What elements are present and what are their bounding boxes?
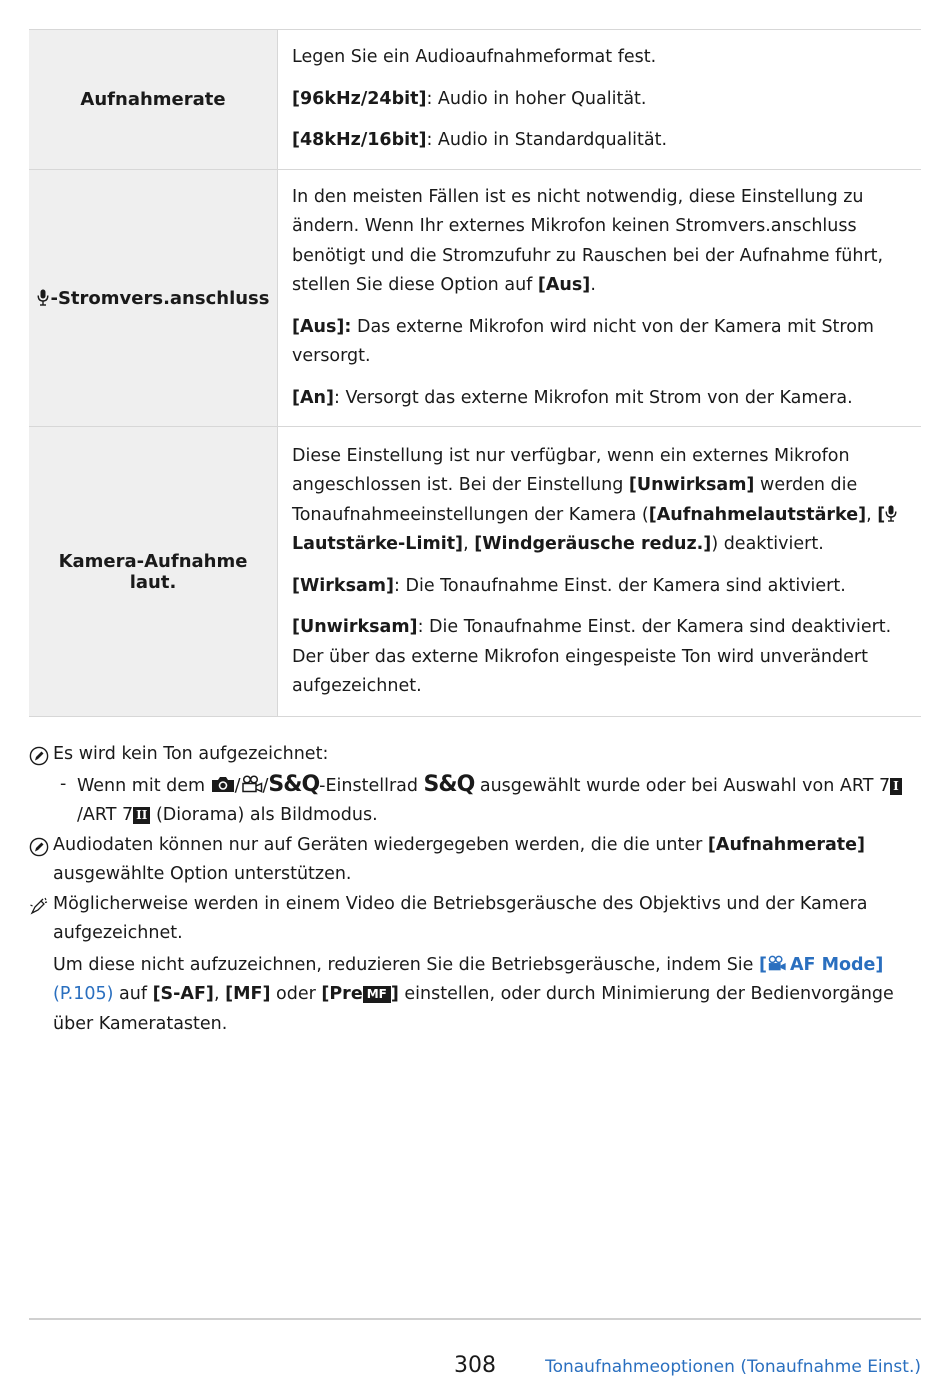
settings-table bbox=[29, 29, 921, 717]
af-mode-link[interactable]: [ AF Mode] bbox=[759, 954, 884, 975]
description-option bbox=[292, 313, 921, 372]
option-text: : Audio in hoher Qualität. bbox=[426, 88, 647, 109]
description-option bbox=[292, 613, 921, 702]
description-option bbox=[292, 572, 921, 602]
row-label-text: Aufnahmerate bbox=[80, 89, 226, 110]
description-option bbox=[292, 384, 921, 414]
note-item bbox=[29, 740, 921, 831]
option-key: [Unwirksam] bbox=[292, 617, 418, 637]
option-key: [48kHz/16bit] bbox=[292, 130, 427, 151]
row-description bbox=[278, 30, 922, 170]
note-subitem bbox=[29, 770, 921, 831]
option-text: : Die Tonaufnahme Einst. der Kamera sind aktiviert. bbox=[394, 575, 846, 596]
note-text: Audiodaten können nur auf Geräten wiedergegeben werden, die die unter [Aufnahmerate] ausgewählte Option unterstützen. bbox=[53, 834, 866, 884]
option-text: : Versorgt das externe Mikrofon mit Strom von der Kamera. bbox=[334, 387, 853, 408]
note-pencil-icon bbox=[29, 837, 49, 857]
movie-camera-icon bbox=[241, 775, 263, 793]
option-text: : Die Tonaufnahme Einst. der Kamera sind deaktiviert. Der über das externe Mikrofon eingespeiste Ton wird unverändert aufgezeichnet. bbox=[292, 617, 892, 696]
art-badge: II bbox=[133, 807, 150, 824]
table-row bbox=[29, 427, 921, 717]
footer-divider bbox=[29, 1318, 921, 1320]
option-text: : Audio in Standardqualität. bbox=[426, 130, 668, 151]
table-row bbox=[29, 30, 921, 170]
row-description bbox=[278, 170, 922, 427]
art-badge: I bbox=[890, 778, 902, 795]
option-key: [Wirksam] bbox=[292, 575, 395, 596]
table-row bbox=[29, 170, 921, 427]
dash-bullet: - bbox=[60, 773, 67, 794]
page-reference-link[interactable]: (P.105) bbox=[53, 984, 114, 1004]
note-text: Es wird kein Ton aufgezeichnet: bbox=[53, 744, 329, 764]
option-key: [Aus]: bbox=[292, 316, 352, 337]
option-key: [An] bbox=[292, 387, 334, 408]
notes-section bbox=[29, 740, 921, 1039]
microphone-icon bbox=[885, 505, 897, 522]
note-item bbox=[29, 831, 921, 890]
tip-icon bbox=[29, 896, 49, 916]
description-option bbox=[292, 126, 921, 156]
page-number: 308 bbox=[454, 1353, 496, 1378]
description-intro: In den meisten Fällen ist es nicht notwendig, diese Einstellung zu ändern. Wenn Ihr externes Mikrofon keinen Stromvers.anschluss benötigt und die Stromzufuhr zu Rauschen bei der Aufnahme führt, stellen Sie diese Option auf [Aus]. bbox=[292, 186, 884, 296]
chapter-title-link[interactable]: Tonaufnahmeoptionen (Tonaufnahme Einst.) bbox=[545, 1357, 921, 1377]
microphone-icon bbox=[37, 289, 49, 306]
option-text: Das externe Mikrofon wird nicht von der Kamera mit Strom versorgt. bbox=[292, 316, 874, 367]
row-label bbox=[29, 170, 278, 427]
row-description bbox=[278, 427, 922, 717]
movie-camera-icon bbox=[767, 955, 787, 972]
note-text: Möglicherweise werden in einem Video die Betriebsgeräusche des Objektivs und der Kamera aufgezeichnet. bbox=[53, 893, 868, 943]
row-label bbox=[29, 30, 278, 170]
description-intro: Legen Sie ein Audioaufnahmeformat fest. bbox=[292, 47, 657, 68]
row-label-text: -Stromvers.anschluss bbox=[50, 287, 270, 309]
description-option bbox=[292, 85, 921, 115]
camera-icon bbox=[211, 775, 235, 793]
mf-badge: MF bbox=[363, 986, 391, 1003]
note-subtext: Wenn mit dem / /S&Q-Einstellrad S&Q ausgewählt wurde oder bei Auswahl von ART 7 I/ART 7 II (Diorama) als Bildmodus. bbox=[77, 770, 921, 831]
row-label-text: Kamera-Aufnahme laut. bbox=[58, 550, 248, 593]
note-text: Um diese nicht aufzuzeichnen, reduzieren Sie die Betriebsgeräusche, indem Sie [ AF Mode] (P.105) auf [S-AF], [MF] oder [Pre MF ] einstellen, oder durch Minimierung der Bedienvorgänge über Kameratasten. bbox=[53, 954, 894, 1034]
note-item bbox=[29, 890, 921, 1040]
option-key: [96kHz/24bit] bbox=[292, 88, 427, 109]
description-intro: Diese Einstellung ist nur verfügbar, wenn ein externes Mikrofon angeschlossen ist. Bei der Einstellung [Unwirksam] werden die Tonaufnahmeeinstellungen der Kamera ([Aufnahmelautstärke], [Lautstärke-Limit], [Windgeräusche reduz.]) deaktiviert. bbox=[292, 442, 921, 560]
row-label bbox=[29, 427, 278, 717]
note-pencil-icon bbox=[29, 746, 49, 766]
